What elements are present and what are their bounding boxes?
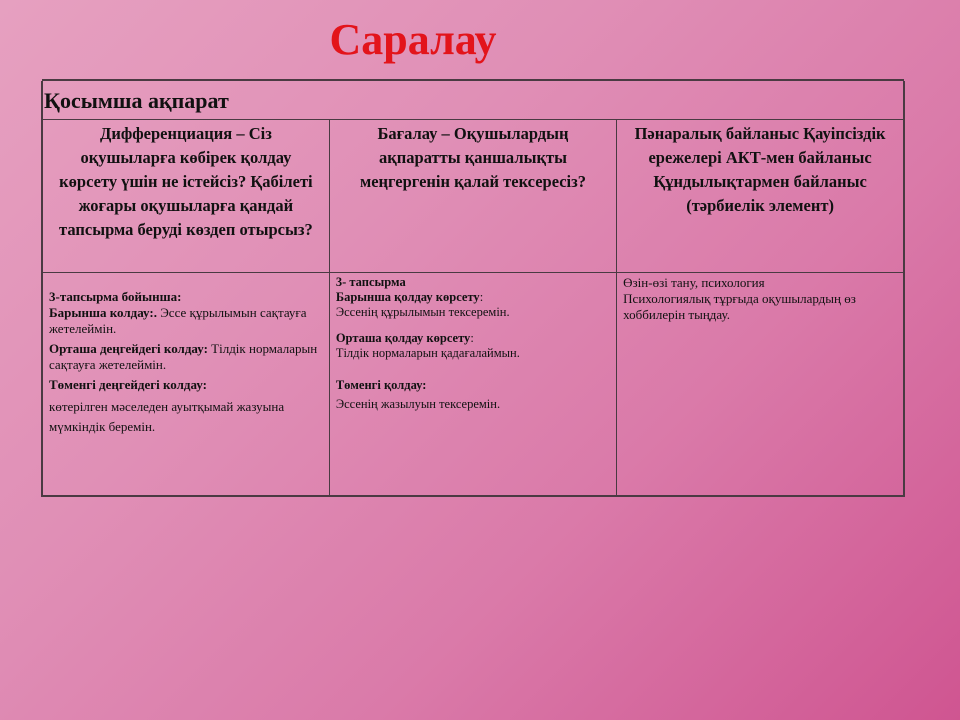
max-support-item	[49, 305, 323, 337]
header-differentiation: Дифференциация – Сіз оқушыларға көбірек қолдау көрсету үшін не істейсіз? Қабілеті жоғары оқушыларға қандай тапсырма беруді көздеп отырсыз?	[42, 120, 329, 273]
max-support-text: Эссе құрылымын сақтауға жетелеймін.	[49, 305, 307, 336]
max-support-text-2: Эссенің құрылымын тексеремін.	[335, 305, 510, 319]
low-support-text-2: Эссенің жазылуын тексеремін.	[335, 397, 501, 411]
max-support-item-2	[336, 290, 610, 305]
max-support-suffix-2: :	[479, 290, 484, 304]
mid-support-item-2	[336, 331, 610, 346]
mid-support-item	[49, 341, 323, 373]
differentiation-cell	[42, 273, 329, 497]
max-support-label-2: Барынша қолдау көрсету	[335, 290, 480, 304]
info-table	[41, 81, 905, 497]
low-support-text: көтерілген мәселеден ауытқымай жазуына мүмкіндік беремін.	[49, 399, 285, 434]
task-label: 3-тапсырма бойынша:	[49, 289, 182, 304]
assessment-cell	[329, 273, 616, 497]
header-assessment: Бағалау – Оқушылардың ақпаратты қаншалықты меңгергенін қалай тексересіз?	[329, 120, 616, 273]
low-support-label-2: Төменгі қолдау:	[335, 378, 427, 392]
low-support-label: Төменгі деңгейдегі колдау:	[49, 377, 208, 392]
cross-curricular-cell	[617, 273, 904, 497]
mid-support-label: Орташа деңгейдегі колдау:	[49, 341, 208, 356]
psychology-line: Психологиялық тұрғыда оқушылардың өз хоббилерін тыңдау.	[623, 291, 856, 322]
mid-support-text-2: Тілдік нормаларын қадағалаймын.	[335, 346, 520, 360]
mid-support-suffix-2: :	[470, 331, 474, 345]
header-cross-curricular: Пәнаралық байланыс Қауіпсіздік ережелері АКТ-мен байланыс Құндылықтармен байланыс (тәрбиелік элемент)	[617, 120, 904, 273]
task-label-2: 3- тапсырма	[335, 275, 406, 289]
slide-title: Саралау	[329, 15, 497, 64]
max-support-label: Барынша колдау:.	[49, 305, 157, 320]
caption-cell-right	[617, 81, 904, 120]
table-caption: Қосымша ақпарат	[44, 88, 229, 113]
mid-support-label-2: Орташа қолдау көрсету	[335, 331, 471, 345]
mid-support-text: Тілдік нормаларын сақтауға жетелеймін.	[49, 341, 318, 372]
self-knowledge-line: Өзін-өзі тану, психология	[623, 275, 765, 290]
top-rule	[42, 79, 904, 81]
